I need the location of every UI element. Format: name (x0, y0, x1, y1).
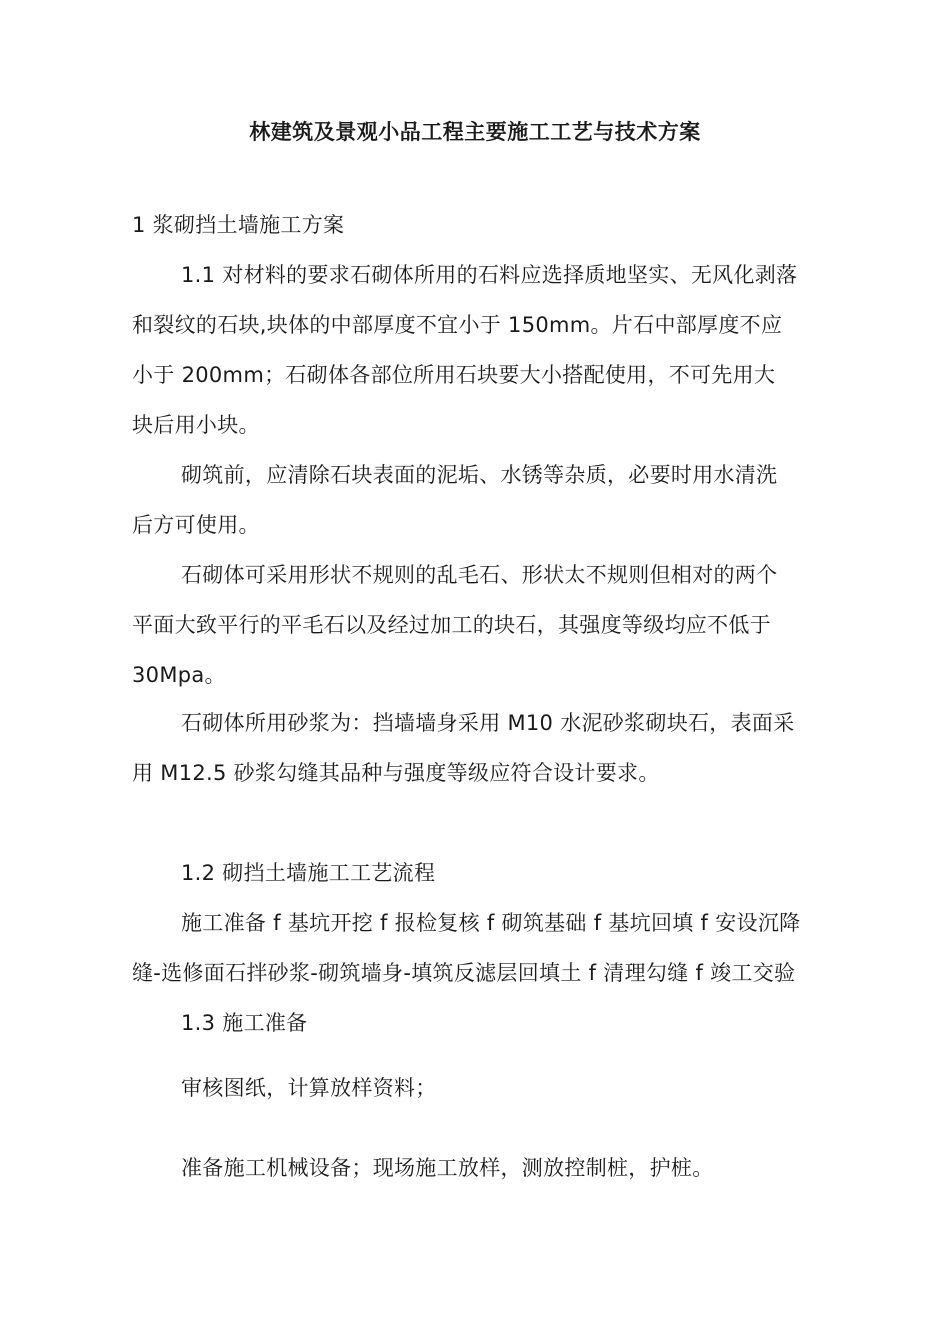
paragraph-line: 小于 200mm；石砌体各部位所用石块要大小搭配使用，不可先用大 (132, 363, 776, 387)
paragraph-line: 施工准备 f 基坑开挖 f 报检复核 f 砌筑基础 f 基坑回填 f 安设沉降 (181, 911, 801, 935)
document-title: 林建筑及景观小品工程主要施工工艺与技术方案 (249, 120, 701, 144)
paragraph-line: 平面大致平行的平毛石以及经过加工的块石，其强度等级均应不低于 (132, 613, 771, 637)
paragraph-line: 石砌体可采用形状不规则的乱毛石、形状太不规则但相对的两个 (181, 563, 778, 587)
section-heading-1-2: 1.2 砌挡土墙施工工艺流程 (181, 861, 436, 885)
paragraph-line: 块后用小块。 (132, 413, 260, 437)
section-heading-1: 1 浆砌挡土墙施工方案 (132, 213, 345, 237)
paragraph-line: 准备施工机械设备；现场施工放样，测放控制桩，护桩。 (181, 1156, 714, 1180)
paragraph-line: 后方可使用。 (132, 513, 260, 537)
paragraph-line: 30Mpa。 (132, 663, 226, 687)
paragraph-line: 砌筑前，应清除石块表面的泥垢、水锈等杂质，必要时用水清洗 (181, 463, 778, 487)
paragraph-line: 和裂纹的石块,块体的中部厚度不宜小于 150mm。片石中部厚度不应 (132, 313, 783, 337)
section-heading-1-3: 1.3 施工准备 (181, 1011, 308, 1035)
paragraph-line: 缝-选修面石拌砂浆-砌筑墙身-填筑反滤层回填土 f 清理勾缝 f 竣工交验 (132, 961, 796, 985)
paragraph-line: 1.1 对材料的要求石砌体所用的石料应选择质地坚实、无风化剥落 (181, 263, 798, 287)
paragraph-line: 审核图纸，计算放样资料； (181, 1076, 437, 1100)
paragraph-line: 用 M12.5 砂浆勾缝其品种与强度等级应符合设计要求。 (132, 761, 660, 785)
paragraph-line: 石砌体所用砂浆为：挡墙墙身采用 M10 水泥砂浆砌块石，表面采 (181, 711, 795, 735)
